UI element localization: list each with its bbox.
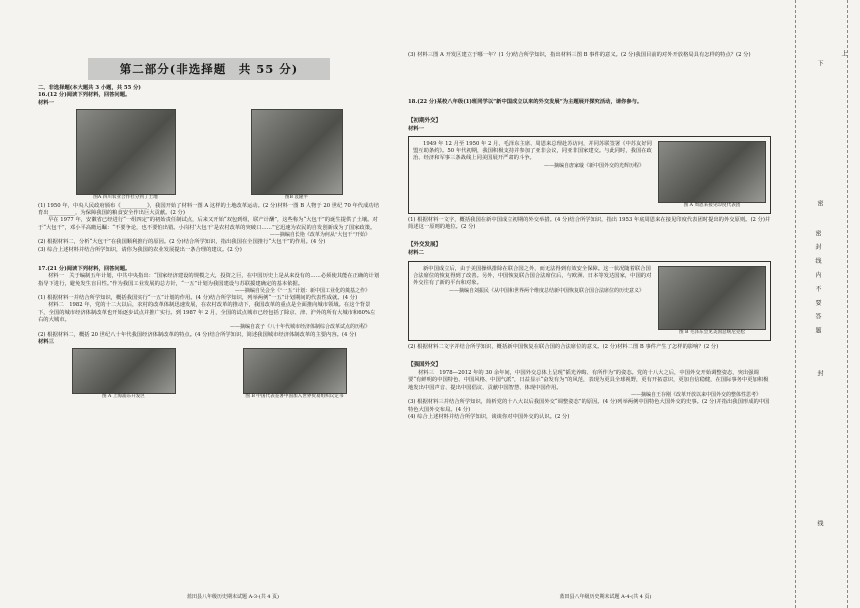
q18-material-1-box	[408, 136, 771, 214]
q18-material-2-text: 新中国成立后，由于美国操纵排除在联合国之外，而无法得到有效安全保障。这一状况随着联合国合法席位的恢复得到了改善。另外，中国恢复联合国合法席位后，与欧洲、日本等发达国家，中国的对外交往有了新的平台和对象。	[413, 265, 652, 287]
q16-subquestion-1: (1) 1950 年，中央人民政府颁布《__________》，我国开始了材料一图 A 这样的土地改革运动。(2 分)材料一图 B 人物于 20 世纪 70 年代成功培育出__________，为保障我国的粮食安全作出巨大贡献。(2 分)	[38, 202, 379, 217]
margin-mark-0: 上	[840, 50, 847, 59]
q18-material-3: 材料三 1978—2012 年的 30 余年间，中国外交总体上呈现“韬光养晦、有所作为”的姿态。党的十八大之后，中国外交开始调整姿态，突出强调要“有鲜明的中国特色、中国风格、中国气派”，日益显示“奋发有为”的风范，表现为更具全球视野，更有开拓意识，更加自信稳健，在国际事务中更加积极地发出中国声音、提出中国倡议、贡献中国智慧、体现中国作用。	[408, 370, 769, 391]
q18-title: 18.(22 分)某校八年级(1)班同学以“新中国成立以来的外交发展”为主题展开探究活动，请你参与。	[408, 99, 643, 106]
q17-figure-a	[72, 348, 176, 400]
q17-caption-a: 图 A 上海浦东开发区	[102, 394, 145, 400]
margin-mark-2: 密	[816, 200, 823, 209]
q17-subquestion-1: (1) 根据材料一并结合所学知识，概括我国实行“一五”计划的作用。(4 分)结合所学知识，列举两例“一五”计划期间的代表性成就。(4 分)	[38, 295, 358, 302]
part-title: 第二部分(非选择题 共 55 分)	[88, 58, 330, 80]
q17-material-3-label: 材料三	[38, 338, 54, 345]
q16-material-2: 早在 1977 年，安徽省已经进行“一组四定”的初始责任制试点，后来又开始“双包到组，联产计酬”，这些称为“大包干”的诞生提供了土壤。对于“大包干”，邓小平高瞻远瞩：“不要争论，也不要怕出错。小岗村‘大包干’是农村改革的突破口……”它迅速为农民的自发创新成为了国家政策。	[38, 217, 378, 231]
q18-material-2-box	[408, 261, 771, 341]
q18-subquestion-3: (3) 根据材料三并结合所学知识，简析党的十八大以后我国外交“调整姿态”的原因。(4 分)列举两例中国特色大国外交的史事。(2 分)并指出我国形成的中国特色大国外交布局。(4 分)	[408, 399, 770, 413]
section-early-diplomacy: 【初期外交】	[408, 117, 442, 124]
q16-title: 16.(12 分)阅读下列材料，回答问题。	[38, 92, 131, 99]
seal-line-warning: 密 封 线 内 不 要 答 题	[814, 230, 821, 337]
q18-subquestion-2: (2) 根据材料二文字并结合所学知识，概括新中国恢复在联合国的合法席位的意义。(2 分)材料二图 B 事件产生了怎样的影响？(2 分)	[408, 343, 719, 350]
q17-material-2-source: ——摘编自袁子《八十年代城市经济体制综合改革试点的历程》	[229, 324, 370, 331]
footer-right: 蓝田县八年级历史期末试题 A-4-(共 4 页)	[559, 594, 652, 600]
q17-caption-b: 图 B 中国代表签署中国加入世界贸易组织议定书	[245, 394, 344, 400]
page-right	[390, 0, 785, 608]
seal-line-outer	[847, 0, 848, 608]
section-strong-diplomacy: 【强国外交】	[408, 362, 442, 369]
q18-material-1-label: 材料一	[408, 125, 424, 132]
q17-title: 17.(21 分)阅读下列材料，回答问题。	[38, 265, 131, 272]
margin-mark-4: 线	[816, 520, 823, 529]
section-diplomacy-development: 【外交发展】	[408, 242, 442, 249]
q16-material-2-source: ——摘编自长艳《改革为何从“大包干”开始》	[269, 232, 370, 239]
q16-caption-a: 图A 四川农业合作社分到了土地	[93, 194, 158, 200]
q18-material-3-source: ——摘编自王存刚《改革开放以来中国外交的整体性思考》	[630, 391, 761, 398]
q18-material-2-label: 材料二	[408, 250, 424, 257]
margin-mark-1: 下	[816, 60, 823, 69]
q16-subquestion-2: (2) 根据材料二，分析“大包干”在我国顺利推行的原因。(2 分)结合所学知识，指出我国在全国推行“大包干”的作用。(4 分)	[38, 239, 326, 246]
q16-caption-b: 图B 袁隆平	[284, 194, 309, 200]
q18-caption-b: 图 B 毛泽东会见美国总统尼克松	[678, 329, 746, 335]
page-left	[0, 0, 390, 608]
footer-left: 蓝田县八年级历史期末试题 A-3-(共 4 页)	[186, 594, 280, 600]
q18-caption-a: 图 A 周恩来接见印度代表团	[683, 202, 741, 208]
q18-subquestion-4: (4) 综合上述材料并结合所学知识，谈谈你对中国外交的认识。(2 分)	[408, 413, 570, 420]
q16-figure-a	[76, 109, 176, 201]
q16-material-1-label: 材料一	[38, 99, 54, 106]
q17-figure-b	[243, 348, 347, 400]
q17-subquestion-3: (3) 材料三图 A 开发区建立于哪一年？(1 分)结合所学知识，指出材料三图 B 事件的意义。(2 分)我国目前的对外开放格局具有怎样的特点？(2 分)	[408, 52, 751, 58]
section-header: 二、非选择题(本大题共 3 小题，共 55 分)	[38, 85, 141, 91]
q16-subquestion-3: (3) 综合上述材料并结合所学知识，请你为我国的农业发展提出一条合理的建议。(2 分)	[38, 246, 242, 253]
seal-line-dashed	[795, 0, 796, 608]
q17-material-1-source: ——摘编自吴会全《“一五”计划：新中国工业化的奠基之作》	[234, 287, 370, 294]
q18-material-1-text: 1949 年 12 月至 1950 年 2 月，毛泽东主席、周恩来总理赴苏访问，并同苏联签署《中苏友好同盟互助条约》。50 年代初期，我国积极支持并参加了亚非会议，同亚非国家建交。与此同时，我国在政治、经济和军事三条战线上同美国展开严肃的斗争。	[413, 140, 652, 162]
binding-margin	[785, 0, 860, 608]
q18-figure-b	[658, 266, 766, 336]
q17-subquestion-2: (2) 根据材料二，概括 20 世纪八十年代我国经济体制改革的特点。(4 分)结合所学知识，简述我国城市经济体制改革的主要内容。(4 分)	[38, 331, 357, 338]
q18-material-1-source: ——摘编自唐家璇《新中国外交的光辉历程》	[543, 162, 644, 169]
q17-material-2: 材料二 1982 年，党的十二大以后，农村的改革体制迅速发展，在农村改革的推动下，我国改革的重点是全面推向城市领域。在这个背景下，全国的城市经济体制改革也开始逐步试点并推广实行。到 1987 年 2 月，全国的试点城市已经包括了除京、津、沪外的所有大城市和60%左右的大城市。	[38, 302, 376, 324]
q17-material-1: 材料一 关于编制五年计划，中共中央指出：“国家经济建设的规模之大，投资之巨，在中国历史上是从来没有的……必须使其能在正确的计划指导下进行，避免发生盲目性。”作为我国工业发展的总方针，“一五”计划为我国建设与苏联援建确定的基本依据。	[38, 273, 380, 287]
q18-figure-a	[658, 141, 766, 209]
margin-mark-3: 封	[816, 370, 823, 379]
q16-figure-b	[251, 109, 343, 201]
q18-material-2-source: ——摘编自刘振民《从中国和世界两个维度总结新中国恢复联合国合法席位的历史意义》	[448, 287, 644, 294]
q18-subquestion-1: (1) 根据材料一文字，概括我国在新中国成立初期的外交举措。(4 分)结合所学知识，指出 1953 年底周恩来在接见印度代表团时提出的外交原则。(2 分)并简述这一原则的地位。(2 分)	[408, 216, 771, 231]
